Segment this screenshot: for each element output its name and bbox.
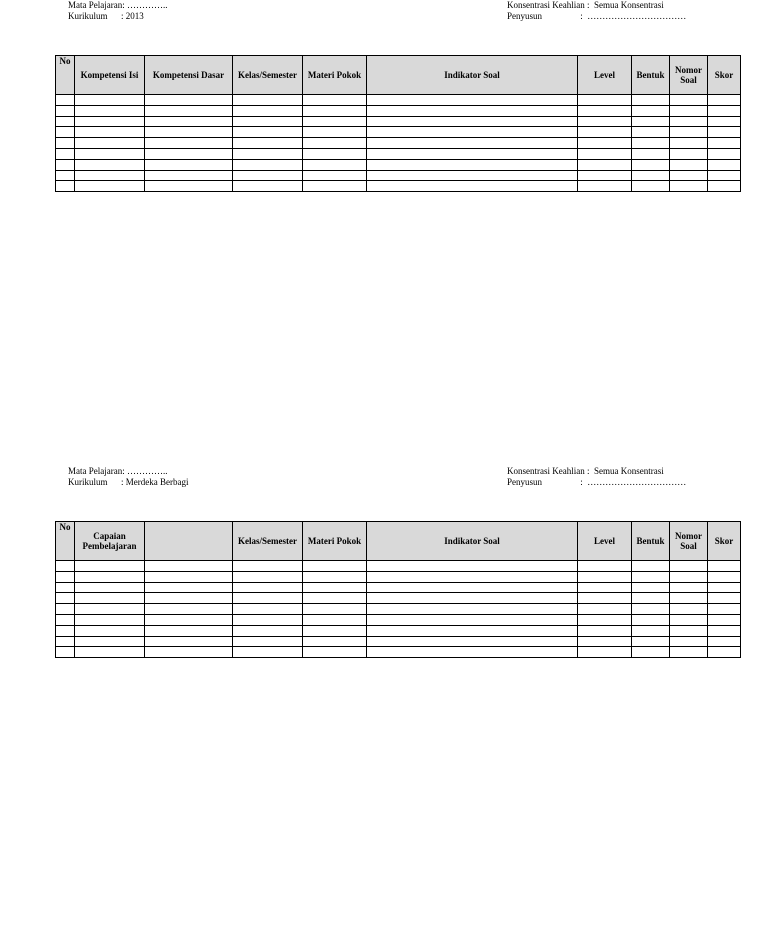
- table-cell: [670, 181, 708, 192]
- table-cell: [708, 148, 741, 159]
- table-cell: [233, 614, 303, 625]
- header-indikator-soal: Indikator Soal: [367, 522, 578, 561]
- header-level: Level: [578, 56, 632, 95]
- table-cell: [303, 159, 367, 170]
- table-cell: [145, 170, 233, 181]
- table-cell: [303, 116, 367, 127]
- table-cell: [56, 561, 75, 572]
- table-cell: [670, 571, 708, 582]
- header-nomor-soal: Nomor Soal: [670, 56, 708, 95]
- table-cell: [708, 636, 741, 647]
- table-cell: [233, 170, 303, 181]
- table-cell: [56, 127, 75, 138]
- table-cell: [75, 593, 145, 604]
- header-no: No: [56, 56, 75, 95]
- table-cell: [145, 138, 233, 149]
- table-cell: [708, 127, 741, 138]
- header-capaian-pembelajaran: Capaian Pembelajaran: [75, 522, 145, 561]
- table-cell: [75, 148, 145, 159]
- table-cell: [578, 593, 632, 604]
- table-cell: [367, 593, 578, 604]
- header-skor: Skor: [708, 522, 741, 561]
- table-cell: [303, 127, 367, 138]
- table-cell: [145, 571, 233, 582]
- table-cell: [75, 571, 145, 582]
- table-cell: [56, 138, 75, 149]
- table-cell: [75, 647, 145, 658]
- table-cell: [670, 593, 708, 604]
- table-cell: [233, 181, 303, 192]
- table-cell: [367, 571, 578, 582]
- table-cell: [578, 181, 632, 192]
- table-cell: [303, 105, 367, 116]
- table-cell: [75, 116, 145, 127]
- header-indikator-soal: Indikator Soal: [367, 56, 578, 95]
- table-cell: [303, 148, 367, 159]
- table-cell: [578, 159, 632, 170]
- table-cell: [670, 582, 708, 593]
- table-cell: [233, 593, 303, 604]
- table-cell: [75, 582, 145, 593]
- table-cell: [56, 571, 75, 582]
- table-cell: [632, 116, 670, 127]
- table-row: [56, 636, 741, 647]
- table-cell: [670, 561, 708, 572]
- table-cell: [367, 127, 578, 138]
- table-row: [56, 95, 741, 106]
- table-cell: [56, 604, 75, 615]
- table-cell: [145, 159, 233, 170]
- table-cell: [670, 170, 708, 181]
- table-cell: [75, 159, 145, 170]
- table-cell: [75, 170, 145, 181]
- table-cell: [632, 582, 670, 593]
- table-cell: [233, 148, 303, 159]
- table-cell: [708, 561, 741, 572]
- table-cell: [578, 116, 632, 127]
- table-cell: [670, 138, 708, 149]
- mata-pelajaran-label: Mata Pelajaran: …………..: [68, 466, 168, 476]
- table-cell: [578, 561, 632, 572]
- table-cell: [233, 561, 303, 572]
- table-cell: [303, 647, 367, 658]
- table-cell: [578, 95, 632, 106]
- table-cell: [145, 181, 233, 192]
- table-cell: [145, 561, 233, 572]
- table-cell: [578, 582, 632, 593]
- table-cell: [578, 625, 632, 636]
- table-row: [56, 127, 741, 138]
- header-bentuk: Bentuk: [632, 522, 670, 561]
- table-cell: [145, 116, 233, 127]
- table-cell: [367, 614, 578, 625]
- table-row: [56, 625, 741, 636]
- table-row: [56, 604, 741, 615]
- table-cell: [75, 604, 145, 615]
- table-cell: [670, 647, 708, 658]
- table-cell: [56, 625, 75, 636]
- table-cell: [670, 159, 708, 170]
- table-cell: [56, 105, 75, 116]
- table-cell: [578, 614, 632, 625]
- table-cell: [670, 95, 708, 106]
- table-row: [56, 614, 741, 625]
- table-cell: [632, 181, 670, 192]
- table-cell: [708, 604, 741, 615]
- table-cell: [367, 138, 578, 149]
- table-header-row: [56, 522, 741, 561]
- table-cell: [75, 127, 145, 138]
- table-cell: [708, 571, 741, 582]
- table-cell: [303, 593, 367, 604]
- header-kompetensi-isi: Kompetensi Isi: [75, 56, 145, 95]
- table-cell: [578, 170, 632, 181]
- table-cell: [708, 170, 741, 181]
- table-cell: [56, 148, 75, 159]
- konsentrasi-label: Konsentrasi Keahlian : Semua Konsentrasi: [507, 466, 664, 476]
- table-cell: [56, 95, 75, 106]
- table-cell: [75, 561, 145, 572]
- table-cell: [145, 614, 233, 625]
- header-kelas-semester: Kelas/Semester: [233, 522, 303, 561]
- table-cell: [578, 604, 632, 615]
- table-cell: [708, 593, 741, 604]
- table-cell: [233, 138, 303, 149]
- table-cell: [708, 625, 741, 636]
- table-cell: [670, 148, 708, 159]
- table-cell: [670, 116, 708, 127]
- table-cell: [367, 105, 578, 116]
- table-row: [56, 159, 741, 170]
- table-cell: [56, 582, 75, 593]
- table-cell: [367, 647, 578, 658]
- table-cell: [670, 614, 708, 625]
- table-row: [56, 148, 741, 159]
- kisi-kisi-table: [55, 521, 741, 658]
- table-cell: [578, 127, 632, 138]
- table-cell: [367, 148, 578, 159]
- table-row: [56, 582, 741, 593]
- table-cell: [708, 614, 741, 625]
- kurikulum-label: Kurikulum : 2013: [68, 10, 144, 21]
- header-materi-pokok: Materi Pokok: [303, 522, 367, 561]
- table-cell: [632, 95, 670, 106]
- table-cell: [632, 571, 670, 582]
- table-cell: [367, 582, 578, 593]
- table-cell: [632, 561, 670, 572]
- table-cell: [303, 138, 367, 149]
- table-cell: [145, 127, 233, 138]
- table-cell: [145, 647, 233, 658]
- table-cell: [56, 159, 75, 170]
- table-cell: [367, 159, 578, 170]
- header-no: No: [56, 522, 75, 561]
- table-cell: [303, 614, 367, 625]
- table-cell: [233, 95, 303, 106]
- table-cell: [75, 636, 145, 647]
- table-cell: [75, 138, 145, 149]
- table-cell: [303, 181, 367, 192]
- table-cell: [303, 625, 367, 636]
- penyusun-label: Penyusun : ……………………………: [507, 10, 687, 21]
- table-cell: [233, 127, 303, 138]
- table-cell: [145, 148, 233, 159]
- table-cell: [303, 582, 367, 593]
- header-nomor-soal: Nomor Soal: [670, 522, 708, 561]
- table-cell: [632, 127, 670, 138]
- table-cell: [145, 582, 233, 593]
- table-row: [56, 647, 741, 658]
- table-cell: [708, 582, 741, 593]
- table-cell: [56, 647, 75, 658]
- penyusun-label: Penyusun : ……………………………: [507, 476, 687, 487]
- table-cell: [145, 95, 233, 106]
- table-cell: [632, 604, 670, 615]
- table-cell: [670, 127, 708, 138]
- table-cell: [632, 593, 670, 604]
- kurikulum-label: Kurikulum : Merdeka Berbagi: [68, 476, 189, 487]
- table-cell: [56, 116, 75, 127]
- table-cell: [670, 105, 708, 116]
- header-kompetensi-dasar: Kompetensi Dasar: [145, 56, 233, 95]
- table-cell: [233, 105, 303, 116]
- table-row: [56, 116, 741, 127]
- table-cell: [233, 625, 303, 636]
- table-cell: [708, 95, 741, 106]
- table-row: [56, 571, 741, 582]
- table-cell: [670, 636, 708, 647]
- table-cell: [367, 170, 578, 181]
- table-cell: [145, 604, 233, 615]
- table-cell: [233, 636, 303, 647]
- table-cell: [708, 181, 741, 192]
- table-cell: [578, 105, 632, 116]
- header-materi-pokok: Materi Pokok: [303, 56, 367, 95]
- table-cell: [145, 625, 233, 636]
- table-cell: [75, 95, 145, 106]
- table-cell: [367, 181, 578, 192]
- table-cell: [708, 105, 741, 116]
- header-skor: Skor: [708, 56, 741, 95]
- table-cell: [233, 116, 303, 127]
- header-kelas-semester: Kelas/Semester: [233, 56, 303, 95]
- table-cell: [303, 170, 367, 181]
- table-cell: [233, 582, 303, 593]
- table-cell: [303, 604, 367, 615]
- table-cell: [56, 181, 75, 192]
- table-cell: [632, 625, 670, 636]
- table-cell: [632, 159, 670, 170]
- table-cell: [632, 148, 670, 159]
- table-cell: [632, 647, 670, 658]
- mata-pelajaran-label: Mata Pelajaran: …………..: [68, 0, 168, 10]
- table-row: [56, 138, 741, 149]
- table-cell: [632, 138, 670, 149]
- table-cell: [708, 647, 741, 658]
- table-cell: [367, 561, 578, 572]
- table-cell: [56, 170, 75, 181]
- table-cell: [670, 625, 708, 636]
- konsentrasi-label: Konsentrasi Keahlian : Semua Konsentrasi: [507, 0, 664, 10]
- table-cell: [145, 636, 233, 647]
- header-blank: [145, 522, 233, 561]
- table-row: [56, 181, 741, 192]
- table-cell: [708, 138, 741, 149]
- table-cell: [233, 159, 303, 170]
- table-row: [56, 105, 741, 116]
- table-header-row: [56, 56, 741, 95]
- table-cell: [233, 571, 303, 582]
- table-cell: [367, 116, 578, 127]
- table-cell: [303, 571, 367, 582]
- table-cell: [303, 636, 367, 647]
- table-cell: [632, 614, 670, 625]
- table-cell: [632, 170, 670, 181]
- kisi-kisi-table: [55, 55, 741, 192]
- table-cell: [145, 593, 233, 604]
- table-cell: [578, 647, 632, 658]
- table-cell: [233, 604, 303, 615]
- table-cell: [145, 105, 233, 116]
- table-cell: [578, 148, 632, 159]
- table-row: [56, 170, 741, 181]
- header-level: Level: [578, 522, 632, 561]
- table-cell: [75, 181, 145, 192]
- table-cell: [367, 604, 578, 615]
- table-cell: [578, 138, 632, 149]
- header-bentuk: Bentuk: [632, 56, 670, 95]
- table-cell: [303, 561, 367, 572]
- table-row: [56, 561, 741, 572]
- table-cell: [367, 625, 578, 636]
- table-cell: [708, 116, 741, 127]
- table-cell: [75, 625, 145, 636]
- table-cell: [632, 636, 670, 647]
- table-cell: [75, 105, 145, 116]
- table-cell: [367, 636, 578, 647]
- table-cell: [708, 159, 741, 170]
- table-cell: [75, 614, 145, 625]
- table-row: [56, 593, 741, 604]
- table-cell: [578, 636, 632, 647]
- table-cell: [56, 614, 75, 625]
- table-cell: [632, 105, 670, 116]
- table-cell: [233, 647, 303, 658]
- table-cell: [367, 95, 578, 106]
- table-cell: [303, 95, 367, 106]
- table-cell: [670, 604, 708, 615]
- table-cell: [56, 636, 75, 647]
- table-cell: [578, 571, 632, 582]
- table-cell: [56, 593, 75, 604]
